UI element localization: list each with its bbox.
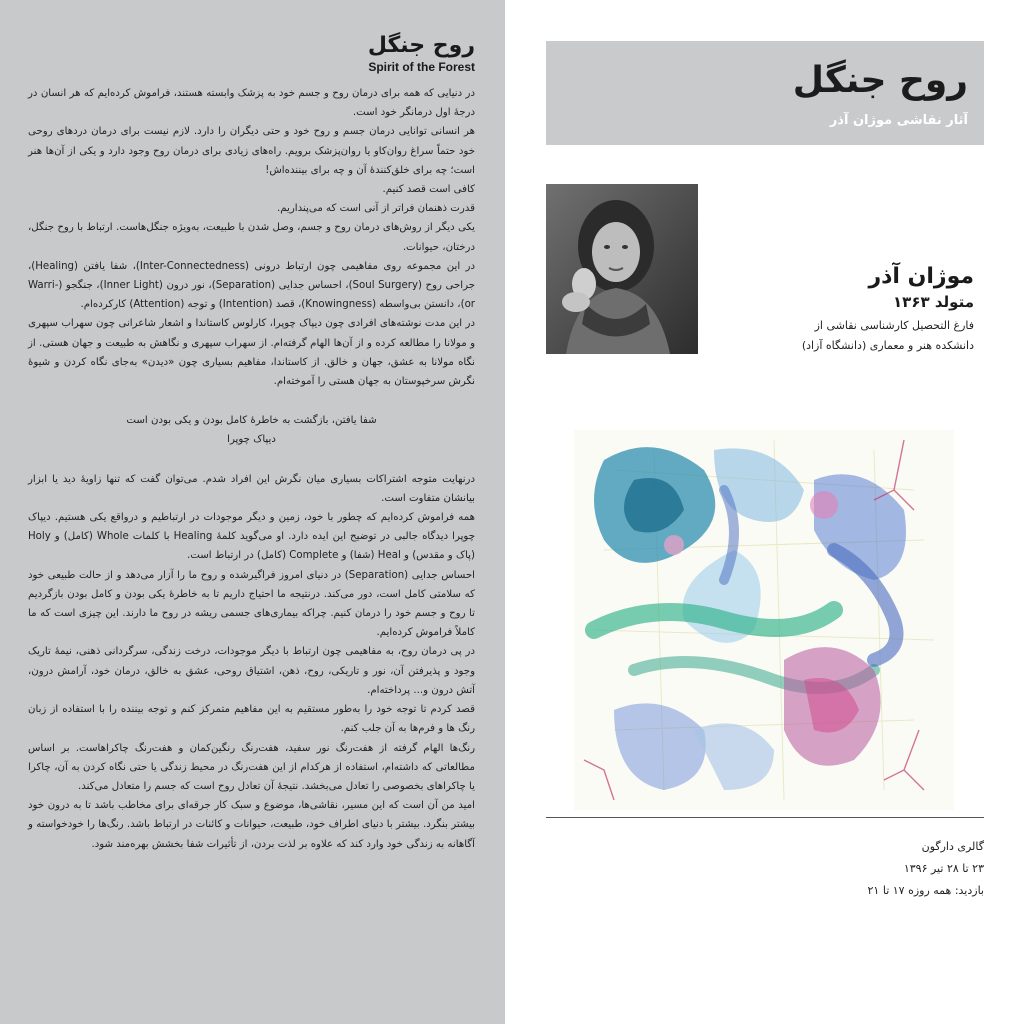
- visiting-hours: بازدید: همه روزه ۱۷ تا ۲۱: [867, 884, 984, 897]
- exhibition-header: [546, 41, 984, 145]
- essay-paragraph: در پی درمان روح، به مفاهیمی چون ارتباط با دیگر موجودات، درخت زندگی، سرگردانی ذهنی، نیمهٔ تاریک وجود و پذیرفتن آن، نور و تاریکی، روح، ذهن، اشتیاق روحی، عشق به خالق، درمان خود، آرامش درون، آتش درون و... پرداخته‌ام.: [28, 646, 475, 696]
- essay-paragraph: همه فراموش کرده‌ایم که چطور با خود، زمین و دیگر موجودات در ارتباطیم و درواقع یکی هستیم. دیپاک چوپرا دیدگاه جالبی در توضیح این ایده دارد. او می‌گوید کلمهٔ Healing با کلمات Whole (کامل) و Holy (پاک و مقدس) و Heal (شفا) و Complete (کامل) در ارتباط است.: [28, 512, 475, 562]
- essay-paragraph: در این مدت نوشته‌های افرادی چون دیپاک چوپرا، کارلوس کاستاندا و اشعار شاعرانی چون سهراب سپهری و مولانا را مطالعه کرده و از آن‌ها الهام گرفته‌ام. از سهراب سپهری و نگاهش به طبیعت و جهان هستی. از نگاه مولانا به عشق، جهان و خالق. از کاستاندا، مفاهیم بسیاری چون «دیدن» به‌جای نگاه کردن و شیوهٔ نگرش سرخپوستان به جهان هستی را آموخته‌ام.: [28, 318, 475, 388]
- essay-paragraph: هر انسانی توانایی درمان جسم و روح خود و حتی دیگران را دارد. لازم نیست برای درمان دردهای روحی خود حتماً سراغ روان‌کاو یا روان‌پزشک برویم. راه‌های زیادی برای درمان روح وجود دارد و یکی از آن‌ها هنر است؛ چه برای خلق‌کنندهٔ آن و چه برای بیننده‌اش!: [28, 126, 475, 176]
- essay-paragraph: قدرت ذهنمان فراتر از آنی است که می‌پنداریم.: [276, 203, 475, 215]
- essay-paragraph: یکی دیگر از روش‌های درمان روح و جسم، وصل شدن با طبیعت، به‌ویژه جنگل‌هاست. ارتباط با روح جنگل، درختان، حیوانات.: [28, 222, 475, 253]
- quote-text: شفا یافتن، بازگشت به خاطرهٔ کامل بودن و یکی بودن است: [126, 415, 377, 427]
- quote-block: [28, 411, 475, 449]
- exhibition-subtitle: آثار نقاشی موژان آذر: [829, 113, 968, 128]
- gallery-info: [700, 836, 984, 902]
- essay-paragraph: کافی است قصد کنیم.: [382, 184, 475, 196]
- artist-education-line-1: فارغ التحصیل کارشناسی نقاشی از: [814, 319, 974, 332]
- portrait-figure-icon: [546, 184, 698, 354]
- essay-subtitle-english: Spirit of the Forest: [368, 60, 475, 74]
- essay-panel: [0, 0, 505, 1024]
- artist-birth-year: متولد ۱۳۶۳: [893, 293, 974, 311]
- exhibition-title: روح جنگل: [792, 60, 968, 101]
- essay-paragraph: در دنیایی که همه برای درمان روح و جسم خود به پزشک وابسته هستند، فراموش کرده‌ایم که هر انسان در درجهٔ اول درمانگر خود است.: [28, 88, 475, 119]
- artist-education-line-2: دانشکده هنر و معماری (دانشگاه آزاد): [801, 339, 974, 352]
- artist-portrait-photo: [546, 184, 698, 354]
- artist-name: موژان آذر: [868, 264, 974, 289]
- exhibition-dates: ۲۳ تا ۲۸ تیر ۱۳۹۶: [903, 862, 984, 875]
- quote-author: دیپاک چوپرا: [227, 434, 276, 446]
- essay-title: روح جنگل: [367, 33, 475, 58]
- gallery-name: گالری دارگون: [921, 840, 984, 853]
- artist-info: [710, 262, 974, 356]
- abstract-painting-image: [574, 430, 954, 810]
- essay-paragraph: در این مجموعه روی مفاهیمی چون ارتباط درونی (Inter-Connectedness)، شفا یافتن (Healing)، جراحی روح (Soul Surgery)، احساس جدایی (Separation)، نور درون (Inner Light)، جنگجو (Warri-or)، دانستن بی‌واسطه (Knowingness)، قصد (Intention) و توجه (Attention) کارکرده‌ام.: [28, 260, 476, 311]
- essay-paragraph: رنگ‌ها الهام گرفته از هفت‌رنگ نور سفید، هفت‌رنگ رنگین‌کمان و هفت‌رنگ چاکراهاست. بر اساس مطالعاتی که داشته‌ام، استفاده از هرکدام از این هفت‌رنگ در محیط زندگی یا حتی نگاه کردن به آن، چاکرا یا چاکراهای بخصوصی را تعادل می‌بخشد. نتیجهٔ آن تعادل روح است که جسم را متعادل می‌کند.: [28, 742, 475, 792]
- painting-artwork: [574, 430, 954, 810]
- essay-paragraph: قصد کردم تا توجه خود را به‌طور مستقیم به این مفاهیم متمرکز کنم و توجه بیننده را با استفاده از زبان رنگ ها و فرم‌ها به آن جلب کنم.: [28, 704, 475, 735]
- essay-paragraph: احساس جدایی (Separation) در دنیای امروز فراگیرشده و روح ما را آزار می‌دهد و از حالت طبیعی خود که سلامتی کامل است، دور می‌کند. درنتیجه ما احتیاج داریم تا به خاطرهٔ یکی بودن و کامل بودن بازگردیم تا روح و جسم خود را درمان کنیم. چراکه بیماری‌های جسمی ریشه در روح ما دارند. این چیزی است که ما کاملاً فراموش کرده‌ایم.: [28, 569, 475, 639]
- essay-paragraph: درنهایت متوجه اشتراکات بسیاری میان نگرش این افراد شدم. می‌توان گفت که تنها زاویهٔ دید یا ابزار بیانشان متفاوت است.: [28, 473, 475, 504]
- essay-paragraph: امید من آن است که این مسیر، نقاشی‌ها، موضوع و سبک کار جرقه‌ای برای مخاطب باشد تا به درون خود بیشتر بنگرد. بیشتر با دنیای اطراف خود، طبیعت، حیوانات و کائنات در ارتباط باشد. رنگ‌ها را خودخواسته و آگاهانه به زندگی خود وارد کند که علاوه بر لذت بردن، از تأثیرات شفا بخشش بهره‌مند شود.: [28, 800, 475, 850]
- section-divider: [546, 817, 984, 818]
